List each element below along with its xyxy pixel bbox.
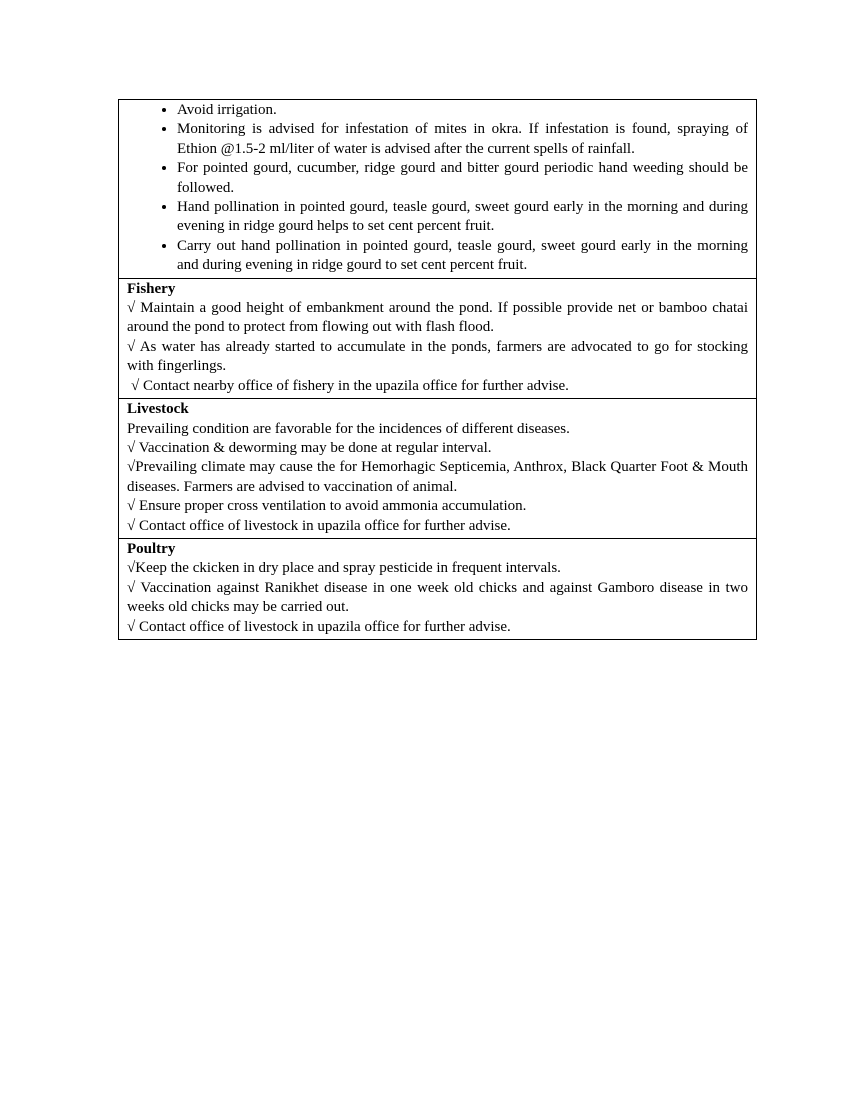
livestock-line: √ Contact office of livestock in upazila office for further advise. — [127, 517, 511, 534]
fishery-line: √ As water has already started to accumulate in the ponds, farmers are advocated to go for stocking with fingerlings. — [127, 338, 748, 375]
livestock-line: √ Ensure proper cross ventilation to avoid ammonia accumulation. — [127, 498, 527, 515]
crops-bullet-item: • Hand pollination in pointed gourd, teasle gourd, sweet gourd early in the morning and during evening in ridge gourd helps to set cent percent fruit. — [177, 198, 748, 237]
poultry-line: √Keep the ckicken in dry place and spray pesticide in frequent intervals. — [127, 560, 561, 577]
poultry-cell — [119, 538, 757, 639]
crops-bullet-list — [127, 101, 748, 276]
fishery-line: √ Contact nearby office of fishery in the upazila office for further advise. — [131, 377, 569, 394]
fishery-line: √ Maintain a good height of embankment around the pond. If possible provide net or bamboo chatai around the pond to protect from flowing out with flash flood. — [127, 300, 748, 336]
crops-bullet-item: • Monitoring is advised for infestation of mites in okra. If infestation is found, spraying of Ethion @1.5-2 ml/liter of water is advised after the current spells of rainfall. — [177, 120, 748, 159]
fishery-row — [119, 278, 757, 398]
poultry-line: √ Vaccination against Ranikhet disease in one week old chicks and against Gamboro disease in two weeks old chicks may be carried out. — [127, 579, 748, 616]
livestock-line: √ Vaccination & deworming may be done at regular interval. — [127, 439, 492, 456]
advisory-table — [118, 99, 757, 640]
fishery-heading: Fishery — [127, 280, 176, 297]
crops-row — [119, 100, 757, 279]
livestock-line: √Prevailing climate may cause the for Hemorhagic Septicemia, Anthrox, Black Quarter Foot & Mouth diseases. Farmers are advised to vaccination of animal. — [127, 459, 748, 495]
crops-cell — [119, 100, 757, 279]
poultry-line: √ Contact office of livestock in upazila office for further advise. — [127, 618, 511, 635]
livestock-line: Prevailing condition are favorable for the incidences of different diseases. — [127, 420, 570, 437]
fishery-cell — [119, 278, 757, 398]
poultry-heading: Poultry — [127, 540, 176, 557]
livestock-cell — [119, 399, 757, 539]
livestock-heading: Livestock — [127, 401, 189, 418]
livestock-row — [119, 399, 757, 539]
poultry-row — [119, 538, 757, 639]
crops-bullet-item: • Avoid irrigation. — [177, 101, 748, 120]
crops-bullet-item: • For pointed gourd, cucumber, ridge gourd and bitter gourd periodic hand weeding should be followed. — [177, 159, 748, 198]
crops-bullet-item: • Carry out hand pollination in pointed gourd, teasle gourd, sweet gourd early in the morning and during evening in ridge gourd to set cent percent fruit. — [177, 237, 748, 276]
